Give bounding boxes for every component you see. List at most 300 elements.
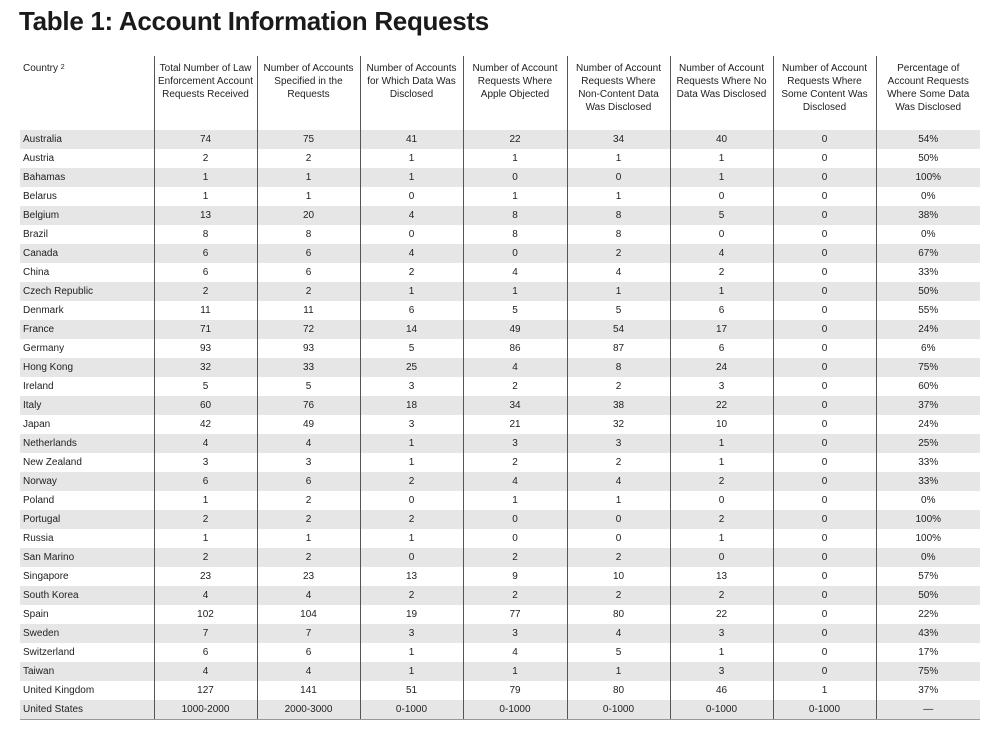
cell-accounts-disclosed: 14 bbox=[360, 320, 463, 339]
cell-apple-objected: 22 bbox=[463, 130, 567, 149]
cell-accounts-disclosed: 0-1000 bbox=[360, 700, 463, 720]
cell-no-data-disclosed: 0 bbox=[670, 187, 773, 206]
column-header-accounts-specified: Number of Accounts Specified in the Requests bbox=[257, 56, 360, 130]
column-header-country bbox=[20, 56, 154, 130]
table-row bbox=[20, 130, 980, 149]
cell-apple-objected: 49 bbox=[463, 320, 567, 339]
cell-percentage-disclosed: 75% bbox=[876, 662, 980, 681]
cell-total-requests: 2 bbox=[154, 510, 257, 529]
cell-percentage-disclosed: 0% bbox=[876, 491, 980, 510]
cell-apple-objected: 8 bbox=[463, 225, 567, 244]
cell-accounts-specified: 3 bbox=[257, 453, 360, 472]
cell-accounts-specified: 1 bbox=[257, 187, 360, 206]
cell-accounts-specified: 2000-3000 bbox=[257, 700, 360, 720]
cell-total-requests: 1 bbox=[154, 168, 257, 187]
cell-total-requests: 13 bbox=[154, 206, 257, 225]
cell-accounts-specified: 2 bbox=[257, 282, 360, 301]
cell-total-requests: 8 bbox=[154, 225, 257, 244]
cell-accounts-specified: 6 bbox=[257, 472, 360, 491]
cell-accounts-specified: 33 bbox=[257, 358, 360, 377]
cell-no-data-disclosed: 24 bbox=[670, 358, 773, 377]
cell-country: Canada bbox=[20, 244, 154, 263]
cell-non-content-disclosed: 0 bbox=[567, 529, 670, 548]
cell-percentage-disclosed: 33% bbox=[876, 472, 980, 491]
table-row bbox=[20, 662, 980, 681]
cell-total-requests: 6 bbox=[154, 263, 257, 282]
cell-no-data-disclosed: 1 bbox=[670, 149, 773, 168]
cell-accounts-specified: 6 bbox=[257, 244, 360, 263]
cell-accounts-disclosed: 0 bbox=[360, 225, 463, 244]
cell-country: Brazil bbox=[20, 225, 154, 244]
cell-non-content-disclosed: 1 bbox=[567, 187, 670, 206]
table-row bbox=[20, 263, 980, 282]
cell-total-requests: 1 bbox=[154, 491, 257, 510]
table-row bbox=[20, 605, 980, 624]
cell-accounts-specified: 104 bbox=[257, 605, 360, 624]
cell-accounts-specified: 72 bbox=[257, 320, 360, 339]
cell-country: Taiwan bbox=[20, 662, 154, 681]
cell-apple-objected: 77 bbox=[463, 605, 567, 624]
cell-total-requests: 3 bbox=[154, 453, 257, 472]
cell-percentage-disclosed: 100% bbox=[876, 168, 980, 187]
table-row bbox=[20, 586, 980, 605]
cell-total-requests: 7 bbox=[154, 624, 257, 643]
cell-non-content-disclosed: 4 bbox=[567, 624, 670, 643]
cell-accounts-disclosed: 1 bbox=[360, 529, 463, 548]
cell-some-content-disclosed: 0 bbox=[773, 396, 876, 415]
cell-some-content-disclosed: 0 bbox=[773, 529, 876, 548]
cell-apple-objected: 4 bbox=[463, 643, 567, 662]
cell-non-content-disclosed: 5 bbox=[567, 301, 670, 320]
column-header-accounts-disclosed: Number of Accounts for Which Data Was Disclosed bbox=[360, 56, 463, 130]
cell-some-content-disclosed: 0 bbox=[773, 130, 876, 149]
cell-accounts-specified: 4 bbox=[257, 434, 360, 453]
cell-accounts-specified: 2 bbox=[257, 548, 360, 567]
cell-accounts-disclosed: 2 bbox=[360, 263, 463, 282]
column-header-label: Country bbox=[23, 63, 59, 74]
cell-percentage-disclosed: 17% bbox=[876, 643, 980, 662]
cell-accounts-specified: 7 bbox=[257, 624, 360, 643]
cell-some-content-disclosed: 0 bbox=[773, 510, 876, 529]
cell-country: France bbox=[20, 320, 154, 339]
cell-country: Japan bbox=[20, 415, 154, 434]
cell-no-data-disclosed: 2 bbox=[670, 263, 773, 282]
cell-apple-objected: 4 bbox=[463, 472, 567, 491]
cell-percentage-disclosed: 38% bbox=[876, 206, 980, 225]
cell-no-data-disclosed: 2 bbox=[670, 586, 773, 605]
table-row bbox=[20, 700, 980, 720]
cell-no-data-disclosed: 3 bbox=[670, 662, 773, 681]
table-row bbox=[20, 301, 980, 320]
cell-non-content-disclosed: 80 bbox=[567, 605, 670, 624]
cell-percentage-disclosed: 57% bbox=[876, 567, 980, 586]
cell-no-data-disclosed: 2 bbox=[670, 510, 773, 529]
cell-some-content-disclosed: 0-1000 bbox=[773, 700, 876, 720]
cell-country: Spain bbox=[20, 605, 154, 624]
account-requests-table bbox=[20, 56, 980, 720]
cell-some-content-disclosed: 0 bbox=[773, 434, 876, 453]
footnote-marker: 2 bbox=[60, 64, 65, 71]
cell-accounts-specified: 1 bbox=[257, 529, 360, 548]
cell-some-content-disclosed: 0 bbox=[773, 339, 876, 358]
cell-apple-objected: 1 bbox=[463, 491, 567, 510]
cell-total-requests: 4 bbox=[154, 586, 257, 605]
table-row bbox=[20, 529, 980, 548]
cell-country: Bahamas bbox=[20, 168, 154, 187]
cell-non-content-disclosed: 1 bbox=[567, 662, 670, 681]
cell-non-content-disclosed: 54 bbox=[567, 320, 670, 339]
cell-percentage-disclosed: 37% bbox=[876, 396, 980, 415]
table-row bbox=[20, 434, 980, 453]
cell-accounts-disclosed: 1 bbox=[360, 282, 463, 301]
cell-country: Portugal bbox=[20, 510, 154, 529]
cell-percentage-disclosed: 6% bbox=[876, 339, 980, 358]
cell-accounts-specified: 8 bbox=[257, 225, 360, 244]
cell-apple-objected: 2 bbox=[463, 377, 567, 396]
cell-no-data-disclosed: 1 bbox=[670, 282, 773, 301]
cell-non-content-disclosed: 38 bbox=[567, 396, 670, 415]
cell-apple-objected: 3 bbox=[463, 624, 567, 643]
column-header-percentage-disclosed: Percentage of Account Requests Where Some Data Was Disclosed bbox=[876, 56, 980, 130]
cell-accounts-disclosed: 1 bbox=[360, 168, 463, 187]
cell-apple-objected: 0 bbox=[463, 168, 567, 187]
cell-apple-objected: 1 bbox=[463, 149, 567, 168]
cell-country: Germany bbox=[20, 339, 154, 358]
cell-total-requests: 4 bbox=[154, 662, 257, 681]
cell-accounts-disclosed: 1 bbox=[360, 662, 463, 681]
cell-accounts-specified: 20 bbox=[257, 206, 360, 225]
table-row bbox=[20, 377, 980, 396]
cell-no-data-disclosed: 17 bbox=[670, 320, 773, 339]
cell-percentage-disclosed: 55% bbox=[876, 301, 980, 320]
cell-percentage-disclosed: 100% bbox=[876, 510, 980, 529]
table-row bbox=[20, 149, 980, 168]
cell-percentage-disclosed: 60% bbox=[876, 377, 980, 396]
cell-total-requests: 60 bbox=[154, 396, 257, 415]
cell-non-content-disclosed: 32 bbox=[567, 415, 670, 434]
page-title: Table 1: Account Information Requests bbox=[19, 6, 489, 36]
cell-non-content-disclosed: 8 bbox=[567, 206, 670, 225]
cell-percentage-disclosed: 50% bbox=[876, 149, 980, 168]
column-header-no-data-disclosed: Number of Account Requests Where No Data Was Disclosed bbox=[670, 56, 773, 130]
cell-some-content-disclosed: 0 bbox=[773, 225, 876, 244]
cell-non-content-disclosed: 0 bbox=[567, 168, 670, 187]
table-row bbox=[20, 168, 980, 187]
cell-accounts-disclosed: 3 bbox=[360, 415, 463, 434]
table-row bbox=[20, 510, 980, 529]
table-row bbox=[20, 548, 980, 567]
table-row bbox=[20, 206, 980, 225]
cell-non-content-disclosed: 80 bbox=[567, 681, 670, 700]
cell-total-requests: 32 bbox=[154, 358, 257, 377]
cell-country: San Marino bbox=[20, 548, 154, 567]
cell-apple-objected: 3 bbox=[463, 434, 567, 453]
cell-total-requests: 6 bbox=[154, 643, 257, 662]
cell-apple-objected: 21 bbox=[463, 415, 567, 434]
cell-country: Belgium bbox=[20, 206, 154, 225]
cell-some-content-disclosed: 0 bbox=[773, 472, 876, 491]
cell-accounts-specified: 5 bbox=[257, 377, 360, 396]
cell-non-content-disclosed: 8 bbox=[567, 358, 670, 377]
cell-percentage-disclosed: 37% bbox=[876, 681, 980, 700]
cell-no-data-disclosed: 2 bbox=[670, 472, 773, 491]
cell-accounts-specified: 49 bbox=[257, 415, 360, 434]
cell-total-requests: 102 bbox=[154, 605, 257, 624]
table-row bbox=[20, 320, 980, 339]
cell-apple-objected: 0 bbox=[463, 510, 567, 529]
cell-non-content-disclosed: 3 bbox=[567, 434, 670, 453]
cell-no-data-disclosed: 22 bbox=[670, 605, 773, 624]
cell-accounts-disclosed: 13 bbox=[360, 567, 463, 586]
cell-percentage-disclosed: 0% bbox=[876, 187, 980, 206]
table-row bbox=[20, 472, 980, 491]
cell-apple-objected: 79 bbox=[463, 681, 567, 700]
cell-non-content-disclosed: 34 bbox=[567, 130, 670, 149]
cell-accounts-specified: 75 bbox=[257, 130, 360, 149]
cell-total-requests: 42 bbox=[154, 415, 257, 434]
cell-country: Czech Republic bbox=[20, 282, 154, 301]
cell-percentage-disclosed: 33% bbox=[876, 453, 980, 472]
cell-total-requests: 2 bbox=[154, 282, 257, 301]
cell-country: Singapore bbox=[20, 567, 154, 586]
table-header-row bbox=[20, 56, 980, 130]
cell-percentage-disclosed: 24% bbox=[876, 415, 980, 434]
cell-non-content-disclosed: 2 bbox=[567, 548, 670, 567]
cell-apple-objected: 34 bbox=[463, 396, 567, 415]
cell-total-requests: 5 bbox=[154, 377, 257, 396]
cell-country: Norway bbox=[20, 472, 154, 491]
cell-some-content-disclosed: 0 bbox=[773, 415, 876, 434]
cell-accounts-specified: 11 bbox=[257, 301, 360, 320]
cell-some-content-disclosed: 0 bbox=[773, 149, 876, 168]
cell-total-requests: 2 bbox=[154, 548, 257, 567]
cell-country: Ireland bbox=[20, 377, 154, 396]
cell-accounts-specified: 76 bbox=[257, 396, 360, 415]
cell-accounts-disclosed: 2 bbox=[360, 472, 463, 491]
cell-country: Netherlands bbox=[20, 434, 154, 453]
cell-accounts-disclosed: 2 bbox=[360, 510, 463, 529]
cell-country: Poland bbox=[20, 491, 154, 510]
cell-some-content-disclosed: 0 bbox=[773, 320, 876, 339]
cell-no-data-disclosed: 0-1000 bbox=[670, 700, 773, 720]
cell-no-data-disclosed: 13 bbox=[670, 567, 773, 586]
cell-percentage-disclosed: 0% bbox=[876, 548, 980, 567]
cell-non-content-disclosed: 2 bbox=[567, 453, 670, 472]
cell-no-data-disclosed: 1 bbox=[670, 453, 773, 472]
cell-no-data-disclosed: 40 bbox=[670, 130, 773, 149]
cell-some-content-disclosed: 1 bbox=[773, 681, 876, 700]
cell-apple-objected: 1 bbox=[463, 282, 567, 301]
cell-accounts-disclosed: 18 bbox=[360, 396, 463, 415]
cell-some-content-disclosed: 0 bbox=[773, 301, 876, 320]
cell-non-content-disclosed: 0-1000 bbox=[567, 700, 670, 720]
cell-non-content-disclosed: 1 bbox=[567, 282, 670, 301]
cell-percentage-disclosed: 67% bbox=[876, 244, 980, 263]
table-row bbox=[20, 415, 980, 434]
cell-no-data-disclosed: 10 bbox=[670, 415, 773, 434]
column-header-some-content-disclosed: Number of Account Requests Where Some Content Was Disclosed bbox=[773, 56, 876, 130]
table-row bbox=[20, 681, 980, 700]
cell-no-data-disclosed: 46 bbox=[670, 681, 773, 700]
cell-some-content-disclosed: 0 bbox=[773, 187, 876, 206]
cell-some-content-disclosed: 0 bbox=[773, 377, 876, 396]
cell-some-content-disclosed: 0 bbox=[773, 358, 876, 377]
cell-some-content-disclosed: 0 bbox=[773, 548, 876, 567]
cell-some-content-disclosed: 0 bbox=[773, 643, 876, 662]
cell-apple-objected: 0 bbox=[463, 244, 567, 263]
cell-total-requests: 6 bbox=[154, 244, 257, 263]
cell-accounts-disclosed: 3 bbox=[360, 624, 463, 643]
cell-some-content-disclosed: 0 bbox=[773, 244, 876, 263]
cell-no-data-disclosed: 1 bbox=[670, 434, 773, 453]
cell-accounts-specified: 6 bbox=[257, 263, 360, 282]
cell-total-requests: 127 bbox=[154, 681, 257, 700]
cell-non-content-disclosed: 4 bbox=[567, 472, 670, 491]
cell-no-data-disclosed: 1 bbox=[670, 168, 773, 187]
cell-accounts-disclosed: 1 bbox=[360, 643, 463, 662]
cell-accounts-disclosed: 3 bbox=[360, 377, 463, 396]
cell-some-content-disclosed: 0 bbox=[773, 168, 876, 187]
table-row bbox=[20, 624, 980, 643]
cell-some-content-disclosed: 0 bbox=[773, 453, 876, 472]
cell-apple-objected: 0-1000 bbox=[463, 700, 567, 720]
cell-accounts-specified: 93 bbox=[257, 339, 360, 358]
cell-accounts-specified: 2 bbox=[257, 149, 360, 168]
cell-percentage-disclosed: 24% bbox=[876, 320, 980, 339]
table-row bbox=[20, 643, 980, 662]
cell-percentage-disclosed: 50% bbox=[876, 586, 980, 605]
cell-country: China bbox=[20, 263, 154, 282]
cell-accounts-disclosed: 0 bbox=[360, 491, 463, 510]
table-row bbox=[20, 358, 980, 377]
cell-accounts-disclosed: 4 bbox=[360, 244, 463, 263]
cell-total-requests: 4 bbox=[154, 434, 257, 453]
cell-apple-objected: 9 bbox=[463, 567, 567, 586]
cell-accounts-disclosed: 41 bbox=[360, 130, 463, 149]
cell-total-requests: 93 bbox=[154, 339, 257, 358]
cell-accounts-disclosed: 51 bbox=[360, 681, 463, 700]
cell-percentage-disclosed: 33% bbox=[876, 263, 980, 282]
cell-no-data-disclosed: 6 bbox=[670, 339, 773, 358]
cell-some-content-disclosed: 0 bbox=[773, 263, 876, 282]
cell-accounts-specified: 2 bbox=[257, 491, 360, 510]
cell-apple-objected: 4 bbox=[463, 263, 567, 282]
cell-total-requests: 1000-2000 bbox=[154, 700, 257, 720]
cell-no-data-disclosed: 0 bbox=[670, 225, 773, 244]
cell-accounts-disclosed: 1 bbox=[360, 453, 463, 472]
table-row bbox=[20, 453, 980, 472]
cell-some-content-disclosed: 0 bbox=[773, 586, 876, 605]
cell-accounts-specified: 4 bbox=[257, 662, 360, 681]
cell-country: United Kingdom bbox=[20, 681, 154, 700]
cell-percentage-disclosed: 100% bbox=[876, 529, 980, 548]
cell-no-data-disclosed: 0 bbox=[670, 548, 773, 567]
cell-percentage-disclosed: — bbox=[876, 700, 980, 720]
cell-country: Denmark bbox=[20, 301, 154, 320]
cell-accounts-disclosed: 25 bbox=[360, 358, 463, 377]
cell-apple-objected: 2 bbox=[463, 586, 567, 605]
cell-country: Austria bbox=[20, 149, 154, 168]
cell-percentage-disclosed: 54% bbox=[876, 130, 980, 149]
cell-non-content-disclosed: 2 bbox=[567, 377, 670, 396]
cell-country: Belarus bbox=[20, 187, 154, 206]
cell-no-data-disclosed: 6 bbox=[670, 301, 773, 320]
cell-percentage-disclosed: 22% bbox=[876, 605, 980, 624]
cell-apple-objected: 1 bbox=[463, 187, 567, 206]
cell-percentage-disclosed: 50% bbox=[876, 282, 980, 301]
cell-non-content-disclosed: 2 bbox=[567, 244, 670, 263]
cell-non-content-disclosed: 0 bbox=[567, 510, 670, 529]
cell-apple-objected: 5 bbox=[463, 301, 567, 320]
cell-accounts-disclosed: 0 bbox=[360, 548, 463, 567]
cell-no-data-disclosed: 0 bbox=[670, 491, 773, 510]
cell-accounts-specified: 141 bbox=[257, 681, 360, 700]
cell-apple-objected: 86 bbox=[463, 339, 567, 358]
column-header-non-content-disclosed: Number of Account Requests Where Non-Content Data Was Disclosed bbox=[567, 56, 670, 130]
cell-country: New Zealand bbox=[20, 453, 154, 472]
cell-total-requests: 1 bbox=[154, 529, 257, 548]
cell-non-content-disclosed: 87 bbox=[567, 339, 670, 358]
cell-non-content-disclosed: 1 bbox=[567, 491, 670, 510]
cell-percentage-disclosed: 75% bbox=[876, 358, 980, 377]
cell-accounts-disclosed: 0 bbox=[360, 187, 463, 206]
cell-accounts-disclosed: 5 bbox=[360, 339, 463, 358]
cell-accounts-disclosed: 1 bbox=[360, 149, 463, 168]
cell-accounts-disclosed: 6 bbox=[360, 301, 463, 320]
cell-no-data-disclosed: 3 bbox=[670, 624, 773, 643]
cell-accounts-specified: 1 bbox=[257, 168, 360, 187]
cell-some-content-disclosed: 0 bbox=[773, 206, 876, 225]
cell-some-content-disclosed: 0 bbox=[773, 567, 876, 586]
cell-accounts-specified: 6 bbox=[257, 643, 360, 662]
cell-non-content-disclosed: 4 bbox=[567, 263, 670, 282]
cell-no-data-disclosed: 1 bbox=[670, 643, 773, 662]
cell-total-requests: 71 bbox=[154, 320, 257, 339]
cell-accounts-disclosed: 19 bbox=[360, 605, 463, 624]
cell-percentage-disclosed: 43% bbox=[876, 624, 980, 643]
table-row bbox=[20, 244, 980, 263]
cell-accounts-specified: 2 bbox=[257, 510, 360, 529]
cell-country: Italy bbox=[20, 396, 154, 415]
cell-total-requests: 2 bbox=[154, 149, 257, 168]
cell-no-data-disclosed: 22 bbox=[670, 396, 773, 415]
cell-apple-objected: 2 bbox=[463, 453, 567, 472]
table-row bbox=[20, 491, 980, 510]
table-row bbox=[20, 339, 980, 358]
cell-percentage-disclosed: 25% bbox=[876, 434, 980, 453]
cell-country: United States bbox=[20, 700, 154, 720]
cell-no-data-disclosed: 5 bbox=[670, 206, 773, 225]
cell-non-content-disclosed: 5 bbox=[567, 643, 670, 662]
cell-accounts-disclosed: 4 bbox=[360, 206, 463, 225]
cell-country: Australia bbox=[20, 130, 154, 149]
cell-some-content-disclosed: 0 bbox=[773, 491, 876, 510]
cell-apple-objected: 1 bbox=[463, 662, 567, 681]
cell-some-content-disclosed: 0 bbox=[773, 624, 876, 643]
cell-total-requests: 1 bbox=[154, 187, 257, 206]
cell-non-content-disclosed: 2 bbox=[567, 586, 670, 605]
cell-apple-objected: 0 bbox=[463, 529, 567, 548]
cell-accounts-specified: 23 bbox=[257, 567, 360, 586]
table-row bbox=[20, 282, 980, 301]
cell-no-data-disclosed: 1 bbox=[670, 529, 773, 548]
cell-total-requests: 23 bbox=[154, 567, 257, 586]
table-row bbox=[20, 225, 980, 244]
cell-accounts-disclosed: 1 bbox=[360, 434, 463, 453]
table-body bbox=[20, 130, 980, 720]
cell-no-data-disclosed: 4 bbox=[670, 244, 773, 263]
cell-some-content-disclosed: 0 bbox=[773, 662, 876, 681]
